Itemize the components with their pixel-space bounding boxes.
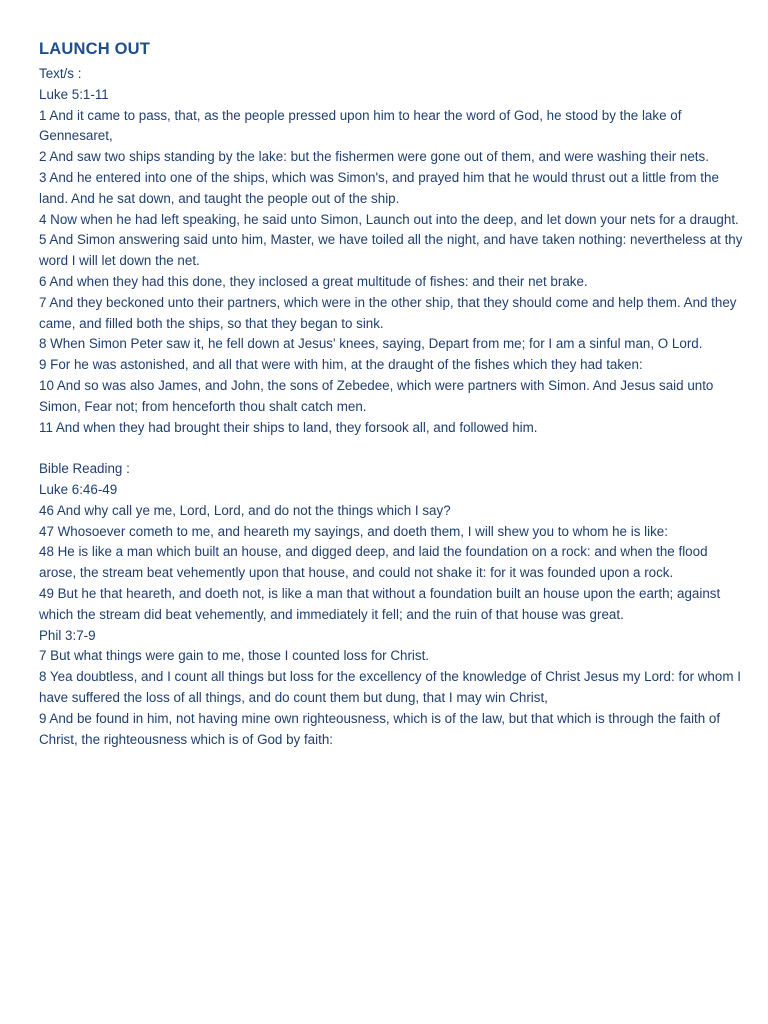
bible-reading-section bbox=[39, 459, 744, 750]
verse: 6 And when they had this done, they inclosed a great multitude of fishes: and their net brake. bbox=[39, 273, 588, 289]
verse: 2 And saw two ships standing by the lake: but the fishermen were gone out of them, and were washing their nets. bbox=[39, 149, 709, 165]
verse: 10 And so was also James, and John, the sons of Zebedee, which were partners with Simon. And Jesus said unto Simon, Fear not; from henceforth thou shalt catch men. bbox=[39, 377, 714, 414]
verse: 7 And they beckoned unto their partners, which were in the other ship, that they should come and help them. And they came, and filled both the ships, so that they began to sink. bbox=[39, 294, 737, 331]
verse: 11 And when they had brought their ships to land, they forsook all, and followed him. bbox=[39, 419, 538, 435]
verse: 3 And he entered into one of the ships, which was Simon's, and prayed him that he would thrust out a little from the land. And he sat down, and taught the people out of the ship. bbox=[39, 169, 719, 206]
verse: 49 But he that heareth, and doeth not, is like a man that without a foundation built an house upon the earth; against which the stream did beat vehemently, and immediately it fell; and the ruin of that house was great. bbox=[39, 585, 721, 622]
text-section-label: Text/s : bbox=[39, 66, 82, 81]
bible-reading-reference-luke: Luke 6:46-49 bbox=[39, 481, 118, 497]
bible-reading-reference-phil: Phil 3:7-9 bbox=[39, 627, 96, 643]
verse: 48 He is like a man which built an house, and digged deep, and laid the foundation on a rock: and when the flood arose, the stream beat vehemently upon that house, and could not shake it: for it was founded upon a rock. bbox=[39, 544, 708, 581]
verse: 9 And be found in him, not having mine own righteousness, which is of the law, but that which is through the faith of Christ, the righteousness which is of God by faith: bbox=[39, 710, 721, 747]
verse: 7 But what things were gain to me, those I counted loss for Christ. bbox=[39, 648, 430, 664]
verse: 47 Whosoever cometh to me, and heareth my sayings, and doeth them, I will shew you to whom he is like: bbox=[39, 523, 668, 539]
bible-reading-label: Bible Reading : bbox=[39, 461, 130, 477]
verse: 5 And Simon answering said unto him, Master, we have toiled all the night, and have taken nothing: nevertheless at thy word I will let down the net. bbox=[39, 232, 743, 269]
verse: 1 And it came to pass, that, as the people pressed upon him to hear the word of God, he stood by the lake of Gennesaret, bbox=[39, 107, 682, 144]
document-title: LAUNCH OUT bbox=[39, 40, 151, 58]
document-page bbox=[39, 38, 744, 750]
verse: 8 When Simon Peter saw it, he fell down at Jesus' knees, saying, Depart from me; for I am a sinful man, O Lord. bbox=[39, 336, 703, 352]
verse: 46 And why call ye me, Lord, Lord, and do not the things which I say? bbox=[39, 502, 451, 518]
section-spacer bbox=[39, 438, 744, 459]
text-section-reference: Luke 5:1-11 bbox=[39, 86, 109, 102]
text-section bbox=[39, 64, 744, 438]
verse: 9 For he was astonished, and all that were with him, at the draught of the fishes which they had taken: bbox=[39, 357, 643, 373]
verse: 8 Yea doubtless, and I count all things but loss for the excellency of the knowledge of Christ Jesus my Lord: for whom I have suffered the loss of all things, and do count them but dung, that I may win Christ, bbox=[39, 669, 741, 705]
verse: 4 Now when he had left speaking, he said unto Simon, Launch out into the deep, and let down your nets for a draught. bbox=[39, 211, 739, 227]
